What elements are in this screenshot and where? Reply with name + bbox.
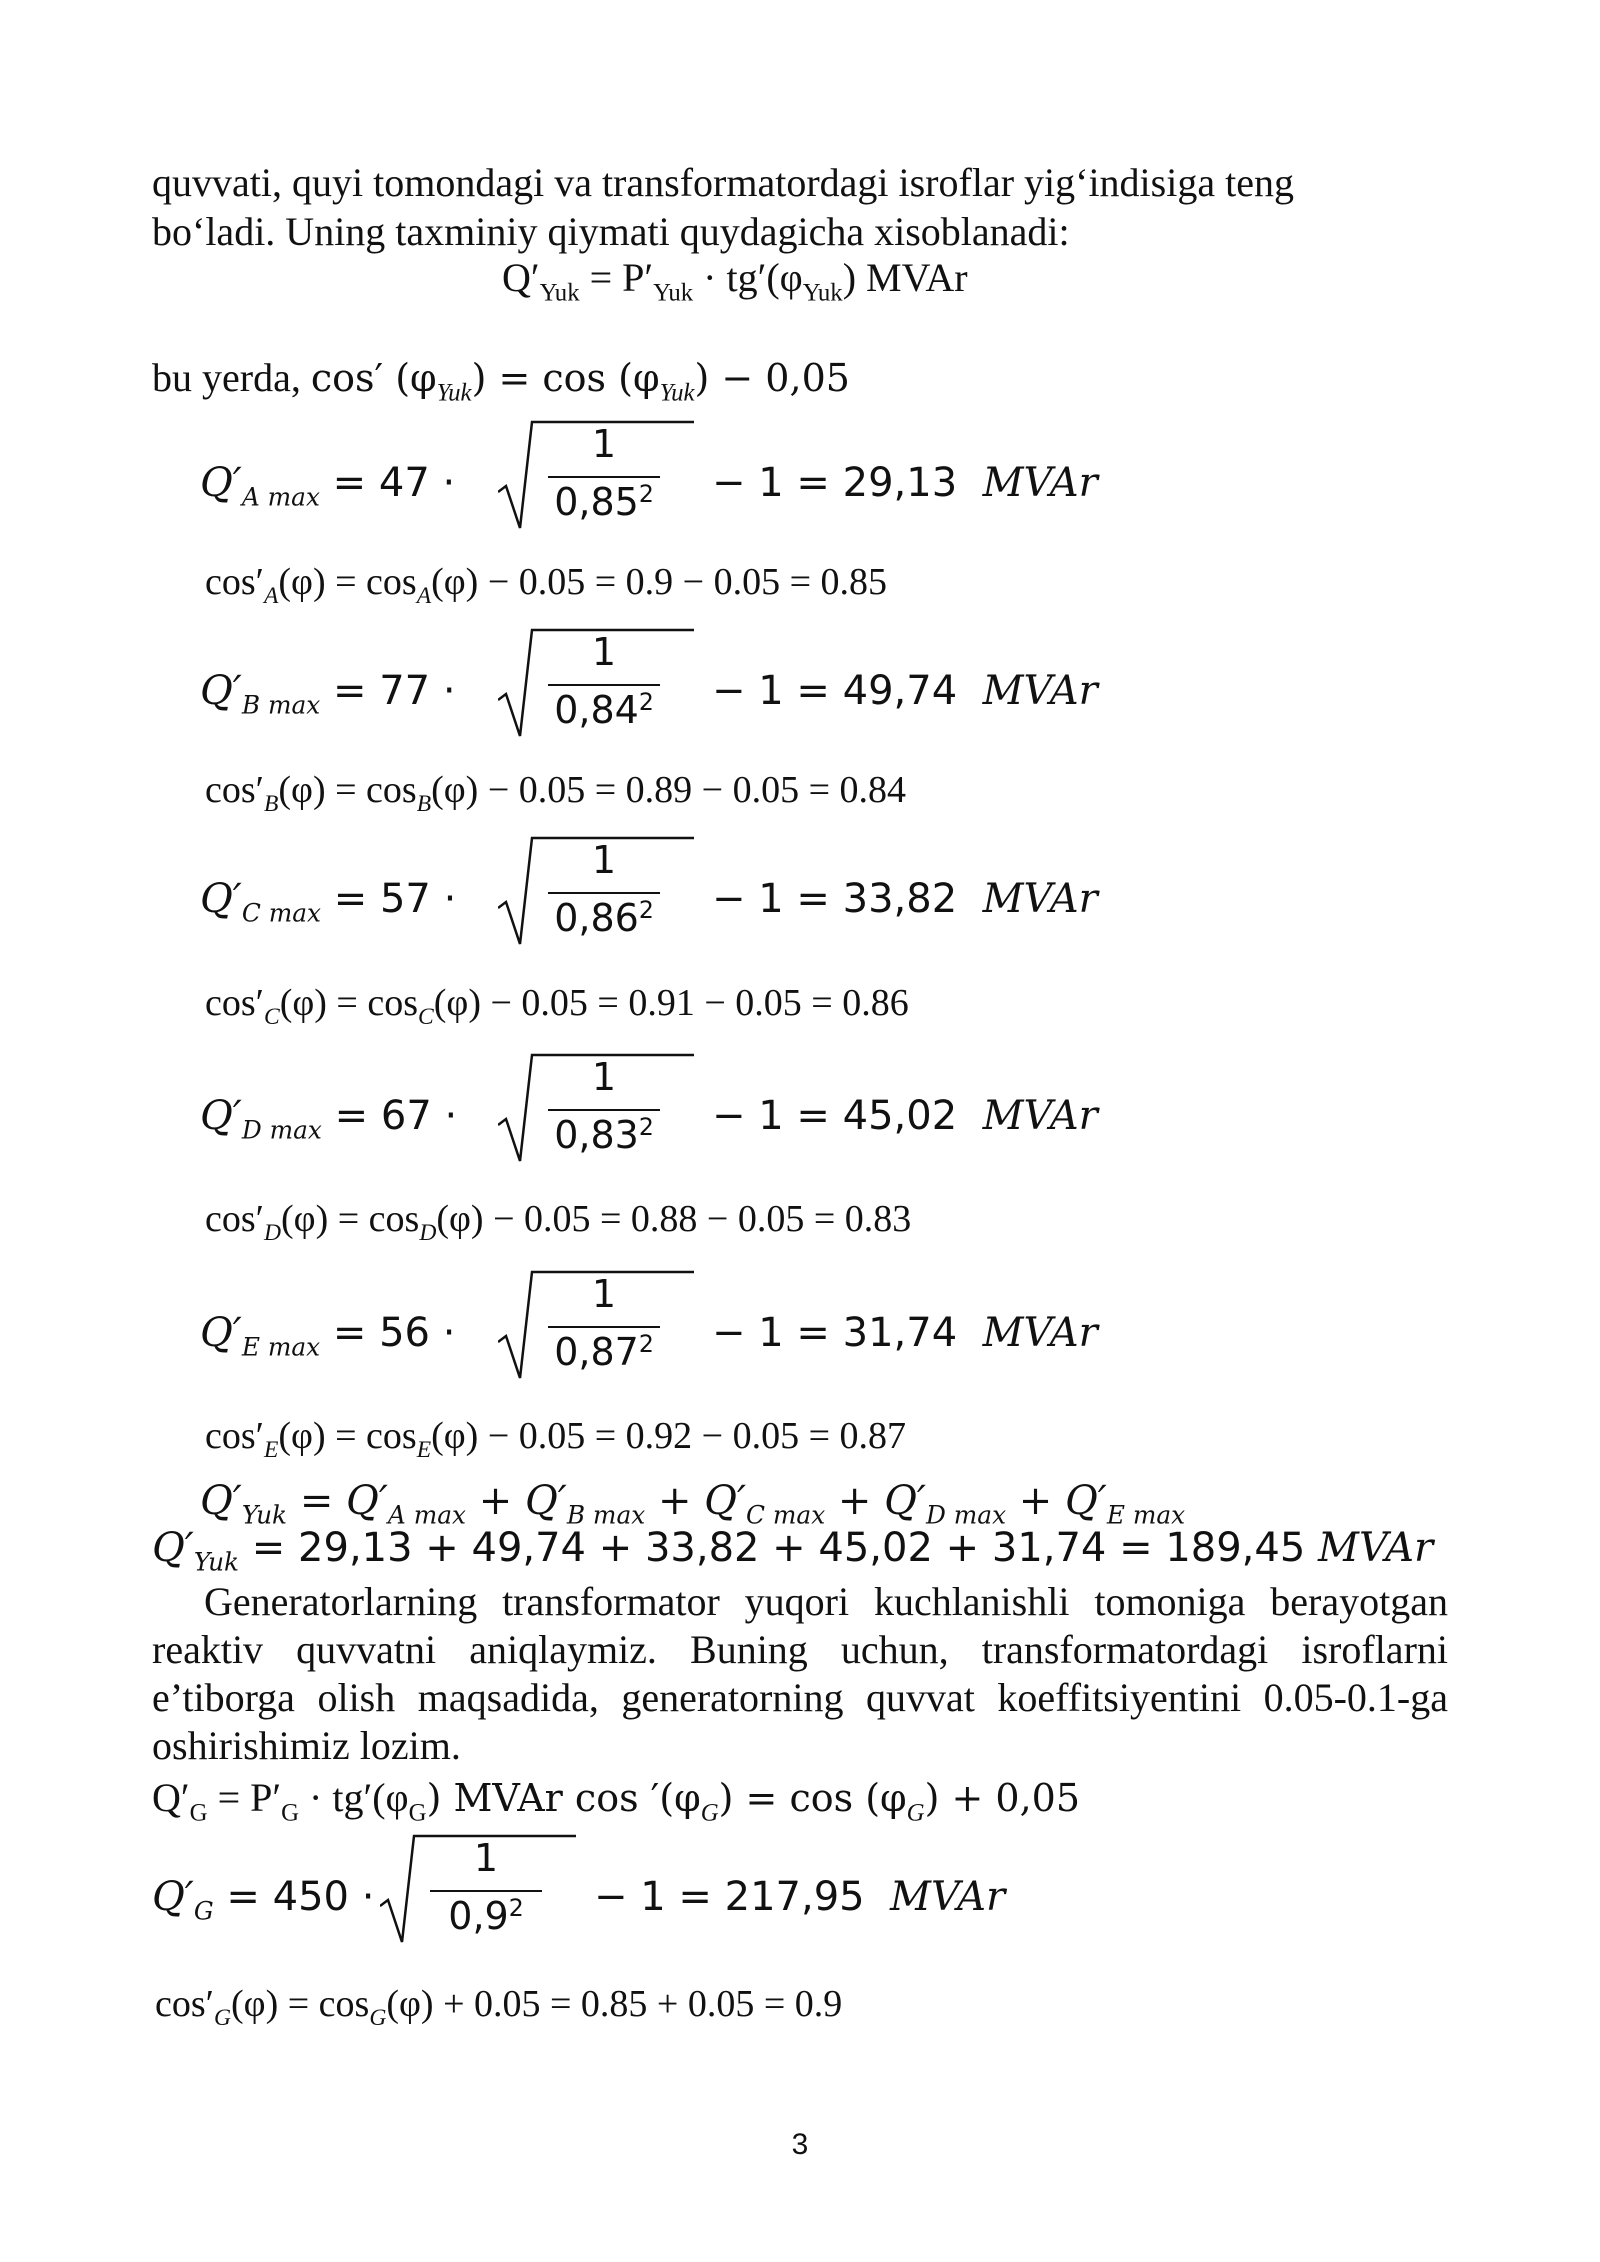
cos-tail: (φ) − 0.05 = 0.91 − 0.05 = 0.86 [433,982,909,1024]
cos-line [205,560,887,610]
equation-lhs [200,1093,457,1144]
cos-sub-2: G [369,2004,387,2031]
cos-sub-2: C [418,1003,434,1030]
fraction-bar [548,476,660,478]
cos-sub-2: D [419,1219,437,1246]
equation-lhs-sub: A max [241,482,320,512]
cos-line [205,1197,911,1247]
generator-paragraph: Generatorlarning transformator yuqori kuchlanishli tomoniga berayotgan reaktiv quvvatni aniqlaymiz. Buning uchun, transformatordagi isroflarni e’tiborga olish maqsadida, generatorning quvvat koeffitsiyentini 0.05-0.1-ga oshirishimiz lozim. [152,1579,1448,1768]
fraction-denominator: $0,9^2$ [448,1894,524,1938]
fraction-numerator: 1 [591,1055,617,1099]
fraction-bar [430,1890,542,1892]
equation-lhs [200,876,456,927]
denominator-value: 0,83 [554,1113,639,1157]
equation-rhs [712,1093,1098,1139]
cos-mid: (φ) = cos [278,1415,417,1457]
equation-lhs-main: Q′ [200,668,242,714]
cos-tail: (φ) − 0.05 = 0.89 − 0.05 = 0.84 [431,769,907,811]
equation-rhs [712,876,1098,922]
cos-mid: (φ) = cos [278,561,417,603]
cos-sub: D [263,1219,281,1246]
where-sub: Yuk [436,379,472,407]
equation-result: − 1 = 31,74 [712,1310,958,1356]
gen-formula-tail-2-sub: G [906,1799,925,1827]
sum-formula: $Q'_{Yuk} = Q'_{A max} + Q'_{B max} + Q'_{C max} + Q'_{D max} + Q'_{E max}$ [200,1478,1186,1530]
cos-sub: A [263,582,279,609]
equation-block [152,1834,1052,1944]
equation-rhs [712,460,1098,506]
equation-lhs [200,460,455,511]
equation-lhs-main: Q′ [200,460,242,506]
equation-result: − 1 = 217,95 [594,1874,865,1920]
fraction-denominator: 0,83$^2$ [554,1113,654,1157]
equation-lhs-sub: C max [241,898,322,928]
fraction-bar [548,1109,660,1111]
cos-sub: C [263,1003,280,1030]
sum-result-lhs: Q′ [152,1525,194,1571]
main-formula-tail: ) MVAr [842,255,968,300]
equation-block [200,1270,1100,1380]
fraction-numerator: 1 [591,1272,617,1316]
equation-result: − 1 = 29,13 [712,460,958,506]
intro-line-2: bo‘ladi. Uning taxminiy qiymati quydagicha xisoblanadi: [152,209,1070,254]
intro-line-1: quvvati, quyi tomondagi va transformatordagi isroflar yig‘indisiga teng [152,160,1294,205]
fraction-denominator: 0,86$^2$ [554,896,654,940]
equation-unit: MVAr [890,1874,1006,1920]
sum-result [152,1525,1433,1576]
cos-mid: (φ) = cos [279,982,419,1024]
gen-formula-tail-3: ) + 0,05 [924,1776,1081,1820]
equation-coef: = 450 · [226,1874,375,1920]
equation-lhs [200,668,456,719]
cos-mid: (φ) = cos [280,1198,420,1240]
fraction-bar [548,1326,660,1328]
cos-tail: (φ) − 0.05 = 0.88 − 0.05 = 0.83 [436,1198,912,1240]
equation-block [200,420,1100,530]
equation-result: − 1 = 49,74 [712,668,958,714]
sum-result-unit: MVAr [1318,1525,1434,1571]
equation-lhs-main: Q′ [200,876,242,922]
cos-tail: (φ) − 0.05 = 0.9 − 0.05 = 0.85 [431,561,888,603]
equation-lhs [152,1874,374,1925]
equation-block [200,1053,1100,1163]
equation-coef: = 56 · [332,1310,456,1356]
denominator-value: 0,85 [554,480,639,524]
gen-formula-tail-2: ) = cos (φ [718,1776,907,1820]
equation-unit: MVAr [982,668,1098,714]
equation-lhs-sub: B max [241,690,321,720]
equation-lhs-sub: E max [241,1332,321,1362]
cos-text: cos′ [205,1198,264,1240]
equation-block [200,836,1100,946]
equation-rhs [712,1310,1098,1356]
sum-result-text: = 29,13 + 49,74 + 33,82 + 45,02 + 31,74 = 189,45 [239,1525,1318,1571]
main-formula-lhs-sub: Yuk [539,279,580,307]
equation-unit: MVAr [982,1310,1098,1356]
equation-result: − 1 = 45,02 [712,1093,958,1139]
denominator-value: 0,87 [554,1330,639,1374]
fraction-numerator: 1 [473,1836,499,1880]
equation-lhs-main: Q′ [152,1874,194,1920]
where-mid: ) = cos (φ [471,356,660,400]
main-formula [502,254,968,307]
where-sub-2: Yuk [659,379,695,407]
cos-sub: G [213,2004,231,2031]
gen-formula-rest: · tg′(φ [299,1775,409,1820]
equation-lhs [200,1310,455,1361]
denominator-value: 0,86 [554,896,639,940]
gen-formula-mid-sub: G [281,1799,300,1827]
cos-sub: E [263,1436,279,1463]
equation-rhs [594,1874,1005,1920]
equation-lhs-main: Q′ [200,1093,242,1139]
cos-text: cos′ [205,769,264,811]
gen-formula-tail-sub: G [700,1799,719,1827]
fraction-numerator: 1 [591,630,617,674]
fraction-numerator: 1 [591,838,617,882]
equation-unit: MVAr [982,460,1098,506]
cos-tail: (φ) − 0.05 = 0.92 − 0.05 = 0.87 [431,1415,907,1457]
main-formula-mid: = P′ [579,255,654,300]
equation-coef: = 47 · [332,460,456,506]
gen-formula-tail: ) MVAr cos ′(φ [426,1776,701,1820]
gen-formula-mid: = P′ [207,1775,282,1820]
cos-line [205,981,909,1031]
denominator-value: 0,84 [554,688,639,732]
main-formula-rest: · tg′(φ [693,255,803,300]
equation-lhs-main: Q′ [200,1310,242,1356]
cos-mid: (φ) = cos [230,1983,370,2025]
main-formula-lhs: Q′ [502,255,540,300]
cos-line [155,1982,842,2032]
cos-sub-2: E [416,1436,432,1463]
cos-text: cos′ [205,1415,264,1457]
cos-sub-2: A [416,582,432,609]
gen-formula-lhs: Q′ [152,1775,190,1820]
fraction-bar [548,892,660,894]
cos-text: cos′ [205,982,264,1024]
fraction-denominator: 0,84$^2$ [554,688,654,732]
cos-tail: (φ) + 0.05 = 0.85 + 0.05 = 0.9 [386,1983,843,2025]
equation-result: − 1 = 33,82 [712,876,958,922]
sum-result-lhs-sub: Yuk [193,1547,240,1577]
cos-line [205,1414,906,1464]
page-number: 3 [791,2128,809,2161]
main-formula-mid-sub: Yuk [653,279,694,307]
equation-coef: = 67 · [334,1093,458,1139]
cos-text: cos′ [205,561,264,603]
where-text: cos′ (φ [310,356,437,400]
where-prefix: bu yerda, [152,355,311,400]
equation-rhs [712,668,1098,714]
equation-unit: MVAr [982,1093,1098,1139]
equation-lhs-sub: G [193,1896,214,1926]
where-tail: ) − 0,05 [694,356,850,400]
equation-unit: MVAr [982,876,1098,922]
equation-coef: = 57 · [333,876,457,922]
fraction-denominator: 0,87$^2$ [554,1330,654,1374]
fraction-bar [548,684,660,686]
cos-sub: B [263,790,279,817]
generator-formula [152,1774,1080,1827]
cos-mid: (φ) = cos [278,769,417,811]
fraction-denominator: 0,85$^2$ [554,480,654,524]
cos-sub-2: B [416,790,432,817]
cos-text: cos′ [155,1983,214,2025]
gen-formula-lhs-sub: G [189,1799,208,1827]
main-formula-rest-sub: Yuk [802,279,843,307]
equation-coef: = 77 · [332,668,456,714]
denominator-value: 0,9 [448,1894,509,1938]
gen-formula-rest-sub: G [408,1799,427,1827]
equation-lhs-sub: D max [241,1115,322,1145]
where-line [152,354,850,407]
equation-block [200,628,1100,738]
fraction-numerator: 1 [591,422,617,466]
cos-line [205,768,906,818]
